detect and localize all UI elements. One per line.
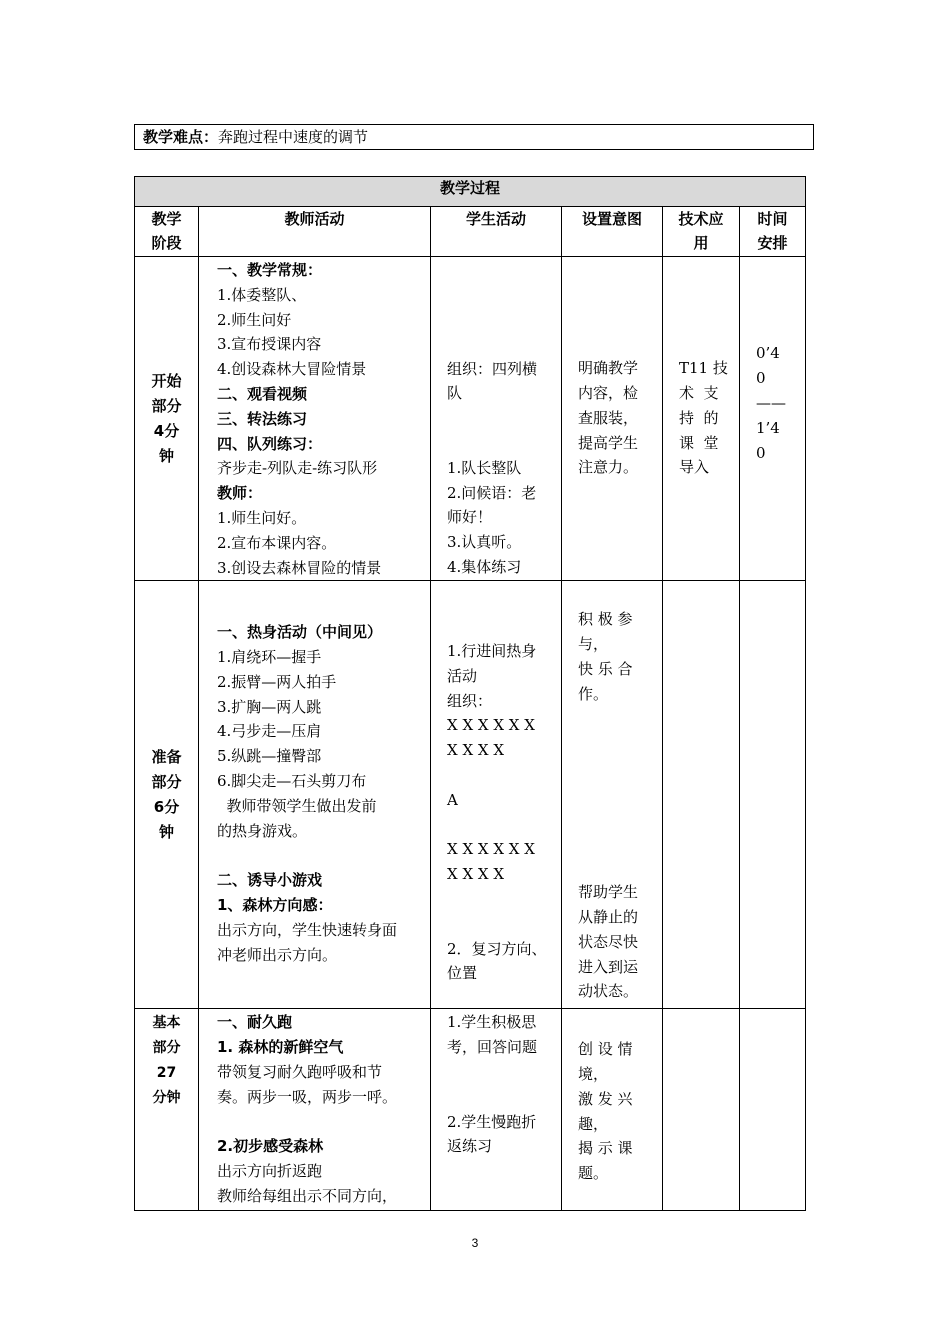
header-stage: 教学 阶段 (135, 207, 199, 257)
cell-line: 内容，检 (578, 383, 639, 402)
teaching-process-table (134, 176, 806, 1211)
cell-line: 创 设 情 (578, 1040, 633, 1059)
intent-cell (562, 257, 663, 581)
table-header-row (135, 207, 806, 257)
cell-line (756, 292, 797, 317)
intent-cell (562, 1009, 663, 1211)
cell-line: 提高学生 (578, 433, 639, 452)
table-title-row (135, 177, 806, 207)
cell-line: 2.问候语：老 (447, 483, 537, 502)
cell-line: 冲老师出示方向。 (217, 945, 338, 964)
cell-line: 一、教学常规： (217, 261, 323, 279)
table-title: 教学过程 (135, 177, 806, 207)
cell-line: 活动 (447, 666, 478, 685)
cell-line (447, 307, 555, 332)
cell-line (447, 332, 555, 357)
cell-line: 1.体委整队、 (217, 285, 307, 304)
cell-line (447, 589, 555, 614)
cell-line: 进入到运 (578, 957, 639, 976)
cell-line: 4.弓步走—压肩 (217, 722, 322, 741)
teacher-activity-cell (199, 581, 431, 1009)
cell-line: 1.学生积极思 (447, 1013, 537, 1032)
cell-line (578, 855, 656, 880)
cell-line: 出示方向，学生快速转身面 (217, 920, 398, 939)
cell-line: 揭 示 课 (578, 1139, 633, 1158)
cell-line: 3.扩胸—两人跳 (217, 697, 322, 716)
cell-line (447, 763, 555, 788)
stage-cell: 开始 部分 4分 钟 (135, 257, 199, 581)
cell-line (447, 406, 555, 431)
cell-line: 一、热身活动（中间见） (217, 623, 383, 642)
cell-line: 2.宣布本课内容。 (217, 533, 337, 552)
tech-cell (663, 581, 740, 1009)
cell-line: 1’4 (756, 418, 780, 437)
cell-line: 与， (578, 635, 609, 654)
cell-line: 3.宣布授课内容 (217, 335, 322, 354)
cell-line: 二、观看视频 (217, 384, 308, 403)
tech-cell (663, 257, 740, 581)
cell-line: 1、森林方向感： (217, 895, 333, 914)
cell-line: 1.行进间热身 (447, 641, 537, 660)
stage-cell: 准备 部分 6分 钟 (135, 581, 199, 1009)
cell-line (679, 257, 731, 282)
cell-line: 3.认真听。 (447, 533, 522, 552)
cell-line: 4.创设森林大冒险情景 (217, 360, 367, 379)
tech-cell (663, 1009, 740, 1211)
cell-line: 1.师生问好。 (217, 508, 307, 527)
cell-line: T11 技 (679, 359, 728, 378)
cell-line: 教师： (217, 484, 263, 503)
cell-line: 1. 森林的新鲜空气 (217, 1038, 344, 1057)
cell-line: 快 乐 合 (578, 659, 633, 678)
cell-line: 2.师生问好 (217, 310, 292, 329)
table-row (135, 1009, 806, 1211)
cell-line: 1.肩绕环—握手 (217, 647, 322, 666)
cell-line: A (447, 790, 458, 809)
cell-line (578, 331, 656, 356)
difficulty-label: 教学难点： (143, 128, 219, 146)
cell-line: 2．复习方向、 (447, 939, 547, 958)
cell-line: 齐步走-列队走-练习队形 (217, 459, 378, 478)
cell-line: 组织： (447, 691, 493, 710)
cell-line: 2.学生慢跑折 (447, 1112, 537, 1131)
cell-line (578, 756, 656, 781)
cell-line (578, 707, 656, 732)
cell-line: 动状态。 (578, 982, 639, 1001)
intent-cell (562, 581, 663, 1009)
cell-line: 题。 (578, 1164, 609, 1183)
cell-line: 趣， (578, 1114, 609, 1133)
teacher-activity-cell (199, 1009, 431, 1211)
cell-line: 作。 (578, 684, 609, 703)
page-number: 3 (471, 1236, 479, 1250)
cell-line: 2.初步感受森林 (217, 1137, 324, 1156)
student-activity-cell (431, 581, 562, 1009)
time-cell (740, 257, 806, 581)
header-tech: 技术应 用 (663, 207, 740, 257)
cell-line: 3.创设去森林冒险的情景 (217, 558, 382, 577)
cell-line: 帮助学生 (578, 883, 639, 902)
cell-line (217, 843, 424, 868)
cell-line (578, 831, 656, 856)
cell-line: 教师带领学生做出发前 (217, 796, 377, 815)
cell-line: 师好！ (447, 508, 493, 527)
cell-line (578, 806, 656, 831)
cell-line: —— (756, 393, 786, 412)
table-row (135, 257, 806, 581)
cell-line: 6.脚尖走—石头剪刀布 (217, 771, 367, 790)
cell-line: 队 (447, 384, 463, 403)
cell-line: 5.纵跳—撞臀部 (217, 747, 322, 766)
cell-line: 二、诱导小游戏 (217, 871, 323, 890)
cell-line: 四、队列练习： (217, 434, 323, 453)
cell-line (756, 267, 797, 292)
cell-line: X X X X X X (447, 716, 535, 735)
cell-line: 积 极 参 (578, 610, 633, 629)
cell-line (756, 317, 797, 342)
cell-line: 术 支 (679, 383, 719, 402)
table-row (135, 581, 806, 1009)
cell-line (578, 307, 656, 332)
cell-line (578, 731, 656, 756)
cell-line: 状态尽快 (578, 932, 639, 951)
cell-line: 0 (756, 443, 766, 462)
cell-line: 出示方向折返跑 (217, 1162, 323, 1181)
cell-line: 返练习 (447, 1137, 493, 1156)
cell-line (679, 331, 731, 356)
cell-line: 4.集体练习 (447, 557, 522, 576)
cell-line: 一、耐久跑 (217, 1013, 293, 1032)
cell-line (578, 257, 656, 282)
cell-line: 明确教学 (578, 359, 639, 378)
cell-line: 持 的 (679, 408, 719, 427)
cell-line (217, 1110, 424, 1135)
cell-line: 激 发 兴 (578, 1089, 633, 1108)
cell-line: 课 堂 (679, 433, 719, 452)
cell-line (447, 912, 555, 937)
time-cell (740, 1009, 806, 1211)
cell-line (447, 813, 555, 838)
stage-cell: 基本 部分 27 分钟 (135, 1009, 199, 1211)
cell-line: 导入 (679, 458, 710, 477)
time-cell (740, 581, 806, 1009)
cell-line: 0’4 (756, 344, 780, 363)
cell-line (217, 595, 424, 620)
cell-line: 考，回答问题 (447, 1038, 538, 1057)
cell-line: X X X X (447, 741, 505, 760)
cell-line (578, 282, 656, 307)
cell-line: 奏。两步一吸，两步一呼。 (217, 1087, 398, 1106)
cell-line: 境， (578, 1064, 609, 1083)
difficulty-text: 奔跑过程中速度的调节 (218, 128, 369, 146)
header-intent: 设置意图 (562, 207, 663, 257)
cell-line: X X X X (447, 865, 505, 884)
header-teacher: 教师活动 (199, 207, 431, 257)
cell-line: 0 (756, 369, 766, 388)
header-student: 学生活动 (431, 207, 562, 257)
cell-line (447, 1085, 555, 1110)
cell-line: 1.队长整队 (447, 458, 522, 477)
cell-line (447, 887, 555, 912)
cell-line: 组织：四列横 (447, 359, 538, 378)
cell-line: 的热身游戏。 (217, 821, 308, 840)
cell-line: 教师给每组出示不同方向， (217, 1186, 398, 1205)
cell-line (679, 282, 731, 307)
teaching-difficulty-box (134, 124, 814, 150)
cell-line (447, 614, 555, 639)
teacher-activity-cell (199, 257, 431, 581)
cell-line: 2.振臂—两人拍手 (217, 672, 337, 691)
cell-line (447, 1060, 555, 1085)
cell-line (447, 431, 555, 456)
cell-line: 三、转法练习 (217, 409, 308, 428)
cell-line: X X X X X X (447, 840, 535, 859)
cell-line (578, 1012, 656, 1037)
header-time: 时间 安排 (740, 207, 806, 257)
cell-line: 查服装， (578, 408, 639, 427)
cell-line (578, 781, 656, 806)
cell-line: 位置 (447, 964, 478, 983)
student-activity-cell (431, 1009, 562, 1211)
cell-line: 从静止的 (578, 907, 639, 926)
student-activity-cell (431, 257, 562, 581)
cell-line (679, 307, 731, 332)
cell-line: 注意力。 (578, 458, 639, 477)
cell-line: 带领复习耐久跑呼吸和节 (217, 1062, 383, 1081)
